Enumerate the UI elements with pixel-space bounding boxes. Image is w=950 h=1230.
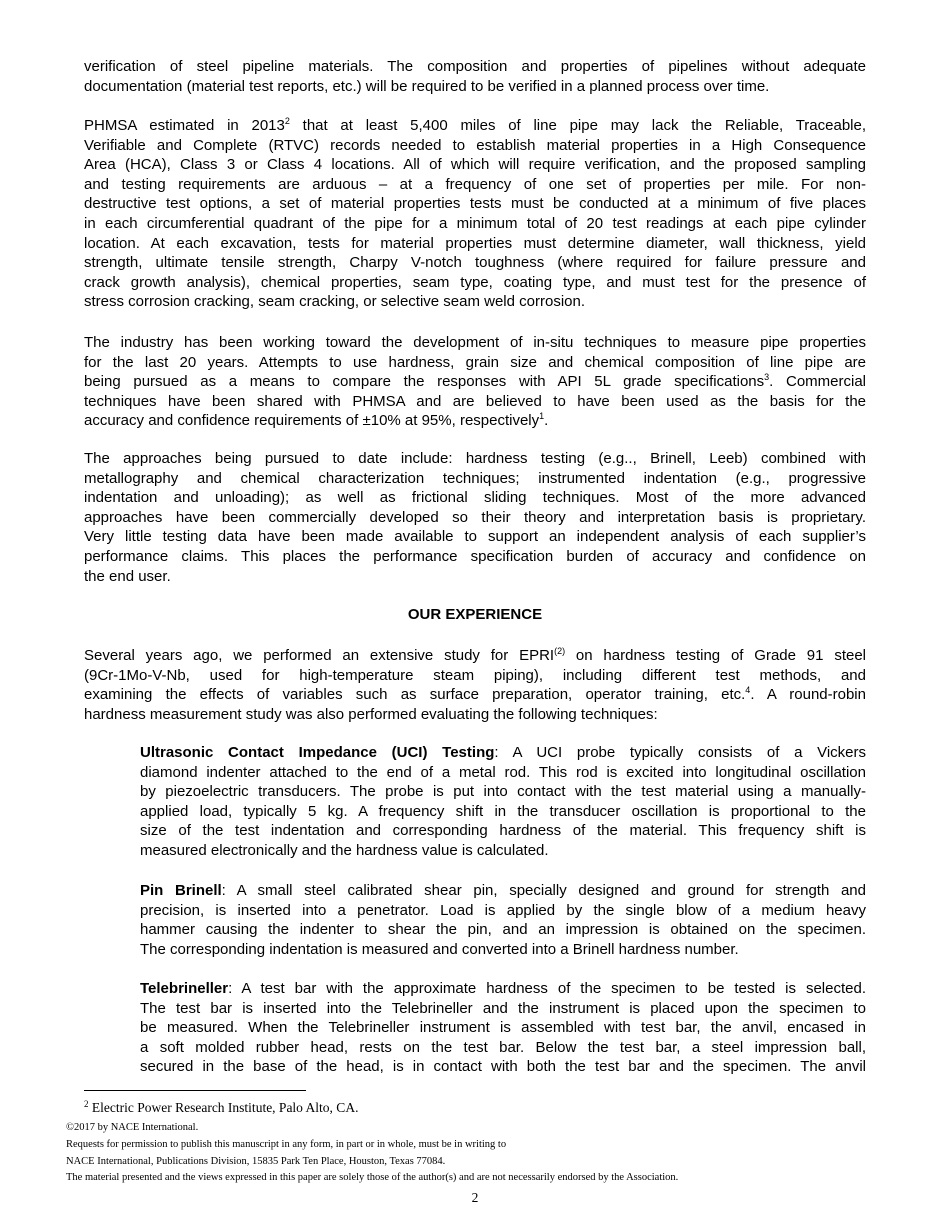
text-line: [84, 666, 866, 686]
text-segment: performance claims. This places the performance specification burden of accuracy and confidence on: [84, 547, 866, 565]
text-segment: diamond indenter attached to the end of a metal rod. This rod is excited into longitudinal oscillation: [140, 763, 866, 781]
text-line: [84, 77, 866, 97]
text-segment: documentation (material test reports, etc.) will be required to be verified in a planned process over time.: [84, 77, 770, 95]
text-line: [84, 214, 866, 234]
text-segment: Very little testing data have been made available to support an independent analysis of each supplier’s: [84, 528, 866, 546]
text-line: [140, 999, 866, 1019]
text-segment: : A UCI probe typically consists of a Vickers: [494, 744, 867, 761]
text-line: [140, 1057, 866, 1077]
bold-term: Pin Brinell: [140, 882, 222, 899]
text-segment: location. At each excavation, tests for material properties must determine diameter, wall thickness, yield: [84, 234, 866, 252]
paragraph-uci-testing: [140, 743, 866, 861]
paragraph-telebrineller: [140, 979, 866, 1077]
text-segment: Several years ago, we performed an extensive study for EPRI: [84, 647, 555, 664]
text-line: [84, 685, 866, 705]
superscript-reference: (2): [554, 646, 566, 656]
text-line: [84, 234, 866, 254]
footnote: [84, 1100, 358, 1116]
text-line: [84, 292, 866, 312]
superscript-reference: 2: [284, 116, 290, 126]
text-line: [84, 273, 866, 293]
text-line: [140, 763, 866, 783]
text-line: [84, 155, 866, 175]
text-segment: verification of steel pipeline materials. The composition and properties of pipelines without adequate: [84, 58, 866, 75]
text-line: [84, 372, 866, 392]
text-segment: accuracy and confidence requirements of ±10% at 95%, respectively: [84, 412, 540, 430]
text-segment: . A round-robin: [750, 686, 866, 704]
text-line: [84, 567, 866, 587]
paragraph-intro-cont: [84, 57, 866, 96]
footnote-divider: [84, 1090, 306, 1091]
text-line: [84, 705, 866, 725]
text-segment: measured electronically and the hardness value is calculated.: [140, 841, 549, 859]
text-segment: indentation and unloading); as well as frictional sliding techniques. Most of the more advanced: [84, 489, 866, 507]
text-line: [140, 920, 866, 940]
text-line: [84, 527, 866, 547]
text-segment: precision, is inserted into a penetrator. Load is applied by the single blow of a medium heavy: [140, 901, 866, 919]
footnote-text: Electric Power Research Institute, Palo Alto, CA.: [88, 1100, 359, 1115]
bold-term: Telebrineller: [140, 980, 229, 997]
text-segment: metallography and chemical characterization techniques; instrumented indentation (e.g., progressive: [84, 469, 866, 487]
paragraph-industry: [84, 333, 866, 431]
text-line: [140, 1038, 866, 1058]
text-line: [140, 1018, 866, 1038]
text-segment: : A small steel calibrated shear pin, specially designed and ground for strength and: [221, 882, 866, 899]
text-line: [84, 392, 866, 412]
text-segment: size of the test indentation and corresponding hardness of the material. This frequency shift is: [140, 822, 866, 840]
text-segment: Area (HCA), Class 3 or Class 4 locations. All of which will require verification, and the proposed sampling: [84, 156, 866, 174]
text-segment: . Commercial: [769, 373, 866, 391]
text-segment: The industry has been working toward the development of in-situ techniques to measure pipe properties: [84, 334, 866, 351]
text-line: [140, 841, 866, 861]
text-line: [140, 782, 866, 802]
permission-notice-line-1: Requests for permission to publish this manuscript in any form, in part or in whole, must be in writing to: [66, 1139, 507, 1150]
paragraph-experience: [84, 646, 866, 724]
text-segment: The test bar is inserted into the Telebrineller and the instrument is placed upon the specimen to: [140, 999, 866, 1017]
paragraph-pin-brinell: [140, 881, 866, 959]
text-line: [84, 508, 866, 528]
text-line: [84, 333, 866, 353]
text-line: [84, 194, 866, 214]
text-line: [84, 57, 866, 77]
text-line: [140, 901, 866, 921]
paragraph-phmsa: [84, 116, 866, 312]
text-line: [140, 743, 866, 763]
text-segment: .: [544, 412, 549, 430]
superscript-reference: 3: [764, 372, 770, 383]
text-segment: for the last 20 years. Attempts to use hardness, grain size and chemical composition of line pipe are: [84, 353, 866, 371]
text-line: [84, 116, 866, 136]
text-line: [84, 353, 866, 373]
text-segment: approaches have been commercially developed so their theory and interpretation basis is proprietary.: [84, 508, 866, 526]
text-line: [140, 881, 866, 901]
text-segment: The approaches being pursued to date include: hardness testing (e.g.., Brinell, Leeb) combined with: [84, 450, 866, 467]
text-line: [140, 940, 866, 960]
text-line: [84, 646, 866, 666]
text-segment: (9Cr-1Mo-V-Nb, used for high-temperature steam piping), including different test methods, and: [84, 666, 866, 684]
text-segment: in each circumferential quadrant of the pipe for a minimum total of 20 test readings at each pipe cylinder: [84, 214, 866, 232]
page-number: 2: [471, 1190, 479, 1205]
text-line: [84, 469, 866, 489]
text-line: [140, 802, 866, 822]
text-segment: a soft molded rubber head, rests on the test bar. Below the test bar, a steel impression ball,: [140, 1038, 866, 1056]
text-segment: examining the effects of variables such as surface preparation, operator training, etc.: [84, 686, 746, 704]
text-segment: be measured. When the Telebrineller instrument is assembled with test bar, the anvil, encased in: [140, 1019, 866, 1037]
text-line: [84, 547, 866, 567]
text-segment: techniques have been shared with PHMSA and are believed to have been used as the basis for the: [84, 392, 866, 410]
text-segment: PHMSA estimated in 2013: [84, 117, 285, 134]
text-segment: that at least 5,400 miles of line pipe may lack the Reliable, Traceable,: [289, 117, 867, 134]
text-segment: on hardness testing of Grade 91 steel: [565, 647, 866, 664]
copyright-notice: ©2017 by NACE International.: [66, 1122, 199, 1133]
paragraph-approaches: [84, 449, 866, 586]
text-segment: and testing requirements are arduous – at a frequency of one set of properties per mile. For non-: [84, 175, 866, 193]
text-segment: by piezoelectric transducers. The probe is put into contact with the test material using a manually-: [140, 783, 866, 801]
text-segment: Verifiable and Complete (RTVC) records needed to establish material properties in a High Consequence: [84, 136, 866, 154]
text-line: [84, 136, 866, 156]
permission-notice-line-2: NACE International, Publications Division, 15835 Park Ten Place, Houston, Texas 77084.: [66, 1156, 446, 1167]
text-segment: The corresponding indentation is measured and converted into a Brinell hardness number.: [140, 940, 739, 958]
text-segment: applied load, typically 5 kg. A frequency shift in the transducer oscillation is proportional to the: [140, 802, 866, 820]
text-segment: stress corrosion cracking, seam cracking, or selective seam weld corrosion.: [84, 293, 586, 311]
superscript-reference: 1: [539, 411, 545, 422]
bold-term: Ultrasonic Contact Impedance (UCI) Testing: [140, 744, 495, 761]
text-line: [84, 253, 866, 273]
text-line: [140, 979, 866, 999]
text-line: [84, 488, 866, 508]
superscript-reference: 4: [745, 685, 751, 696]
text-line: [84, 411, 866, 431]
text-segment: : A test bar with the approximate hardness of the specimen to be tested is selected.: [228, 980, 866, 997]
text-segment: the end user.: [84, 567, 171, 585]
disclaimer: The material presented and the views expressed in this paper are solely those of the author(s) and are not necessarily endorsed by the Association.: [66, 1172, 679, 1183]
section-heading: OUR EXPERIENCE: [407, 606, 543, 623]
text-segment: being pursued as a means to compare the responses with API 5L grade specifications: [84, 373, 765, 391]
text-line: [84, 449, 866, 469]
text-segment: destructive test options, a set of material properties tests must be conducted at a minimum of five places: [84, 195, 866, 213]
text-segment: crack growth analysis), chemical properties, seam type, coating type, and must test for the presence of: [84, 273, 866, 291]
text-line: [84, 175, 866, 195]
text-segment: hardness measurement study was also performed evaluating the following techniques:: [84, 705, 658, 723]
footnote-mark: 2: [84, 1099, 89, 1109]
text-segment: hammer causing the indenter to shear the pin, and an impression is obtained on the specimen.: [140, 921, 866, 939]
text-segment: secured in the base of the head, is in contact with both the test bar and the specimen. The anvil: [140, 1058, 866, 1076]
text-segment: strength, ultimate tensile strength, Charpy V-notch toughness (where required for failure pressure and: [84, 254, 866, 272]
text-line: [140, 821, 866, 841]
